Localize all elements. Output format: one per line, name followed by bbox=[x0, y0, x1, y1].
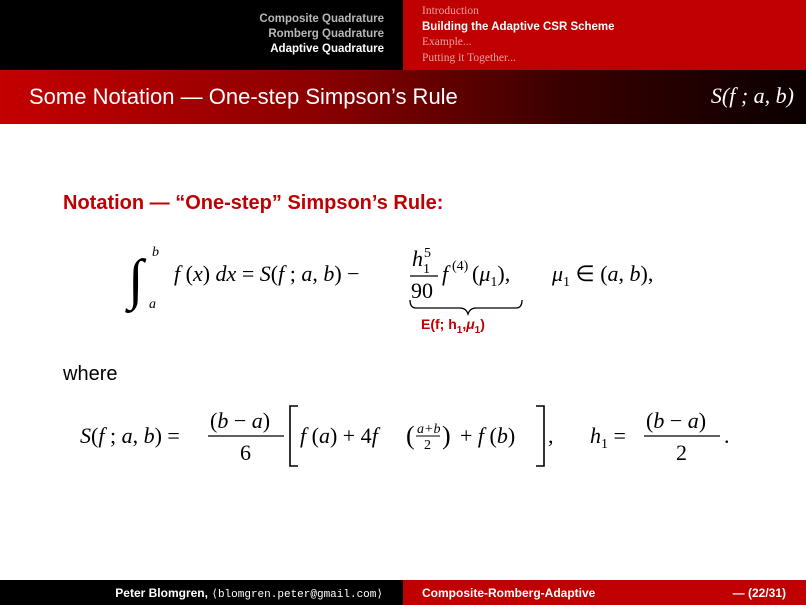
svg-text:h1 =: $h_1$ = bbox=[590, 423, 626, 452]
nav-subsection-putting-together[interactable]: Putting it Together... bbox=[422, 51, 516, 64]
svg-text:2: 2 bbox=[676, 440, 687, 465]
footer-right bbox=[403, 580, 806, 605]
svg-text:,: , bbox=[548, 423, 554, 448]
svg-text:S(f ; a, b) =: S(f ; a, b) = bbox=[80, 423, 180, 448]
svg-text:.: . bbox=[724, 423, 730, 448]
section-nav bbox=[0, 0, 403, 70]
svg-text:5: 5 bbox=[424, 246, 431, 261]
error-term-label: E(f; $h_1,\mu_1$) bbox=[421, 316, 485, 336]
svg-text:h: h bbox=[412, 246, 423, 271]
nav-section-romberg[interactable]: Romberg Quadrature bbox=[268, 28, 384, 40]
footer-bar bbox=[0, 580, 806, 605]
where-text: where bbox=[63, 363, 118, 385]
header-bar bbox=[0, 0, 806, 70]
author-email: ⟨blomgren.peter@gmail.com⟩ bbox=[211, 589, 383, 601]
svg-text:(4): (4) bbox=[452, 259, 469, 274]
svg-text:(b − a): (b − a) bbox=[210, 408, 271, 433]
integral-formula bbox=[120, 238, 700, 318]
svg-text:b: b bbox=[152, 245, 159, 260]
svg-text:f: f bbox=[442, 261, 449, 286]
nav-section-adaptive[interactable]: Adaptive Quadrature bbox=[270, 43, 384, 55]
nav-subsection-example[interactable]: Example... bbox=[422, 36, 472, 48]
svg-text:(: ( bbox=[406, 421, 415, 450]
svg-text:a+b: a+b bbox=[417, 422, 441, 437]
svg-text:f (a) + 4f: f (a) + 4f bbox=[300, 423, 378, 448]
footer-left bbox=[0, 580, 403, 605]
author-name: Peter Blomgren, bbox=[115, 586, 208, 600]
notation-heading: Notation — “One-step” Simpson’s Rule: bbox=[63, 192, 444, 214]
svg-text:90: 90 bbox=[411, 278, 433, 303]
frame-right-label: S(f ; a, b) bbox=[710, 83, 794, 108]
svg-text:μ1 ∈ (a, b),: $\mu_1$ ∈ (a, b), bbox=[552, 261, 654, 290]
svg-text:(μ1),: $(\mu_1)$, bbox=[472, 261, 511, 290]
svg-text:6: 6 bbox=[240, 440, 251, 465]
footer-short-title: Composite-Romberg-Adaptive bbox=[422, 586, 596, 600]
nav-section-composite[interactable]: Composite Quadrature bbox=[259, 13, 384, 25]
svg-text:f (x) dx = S(f ; a, b) −: f (x) dx = S(f ; a, b) − bbox=[174, 261, 360, 286]
simpson-formula bbox=[76, 400, 736, 472]
integral-sign: ∫ bbox=[128, 249, 144, 311]
nav-subsection-building[interactable]: Building the Adaptive CSR Scheme bbox=[422, 20, 615, 33]
svg-text:a: a bbox=[149, 297, 156, 312]
subsection-nav bbox=[403, 0, 806, 70]
footer-author bbox=[115, 586, 383, 601]
page-number: — (22/31) bbox=[732, 586, 786, 600]
svg-text:+ f (b): + f (b) bbox=[460, 423, 516, 448]
svg-text:): ) bbox=[442, 421, 451, 450]
svg-text:(b − a): (b − a) bbox=[646, 408, 707, 433]
svg-text:1: 1 bbox=[423, 262, 430, 277]
nav-subsection-introduction[interactable]: Introduction bbox=[422, 5, 479, 17]
frame-title-bar bbox=[0, 70, 806, 124]
svg-text:2: 2 bbox=[424, 438, 431, 453]
frame-title: Some Notation — One-step Simpson’s Rule bbox=[29, 84, 458, 109]
